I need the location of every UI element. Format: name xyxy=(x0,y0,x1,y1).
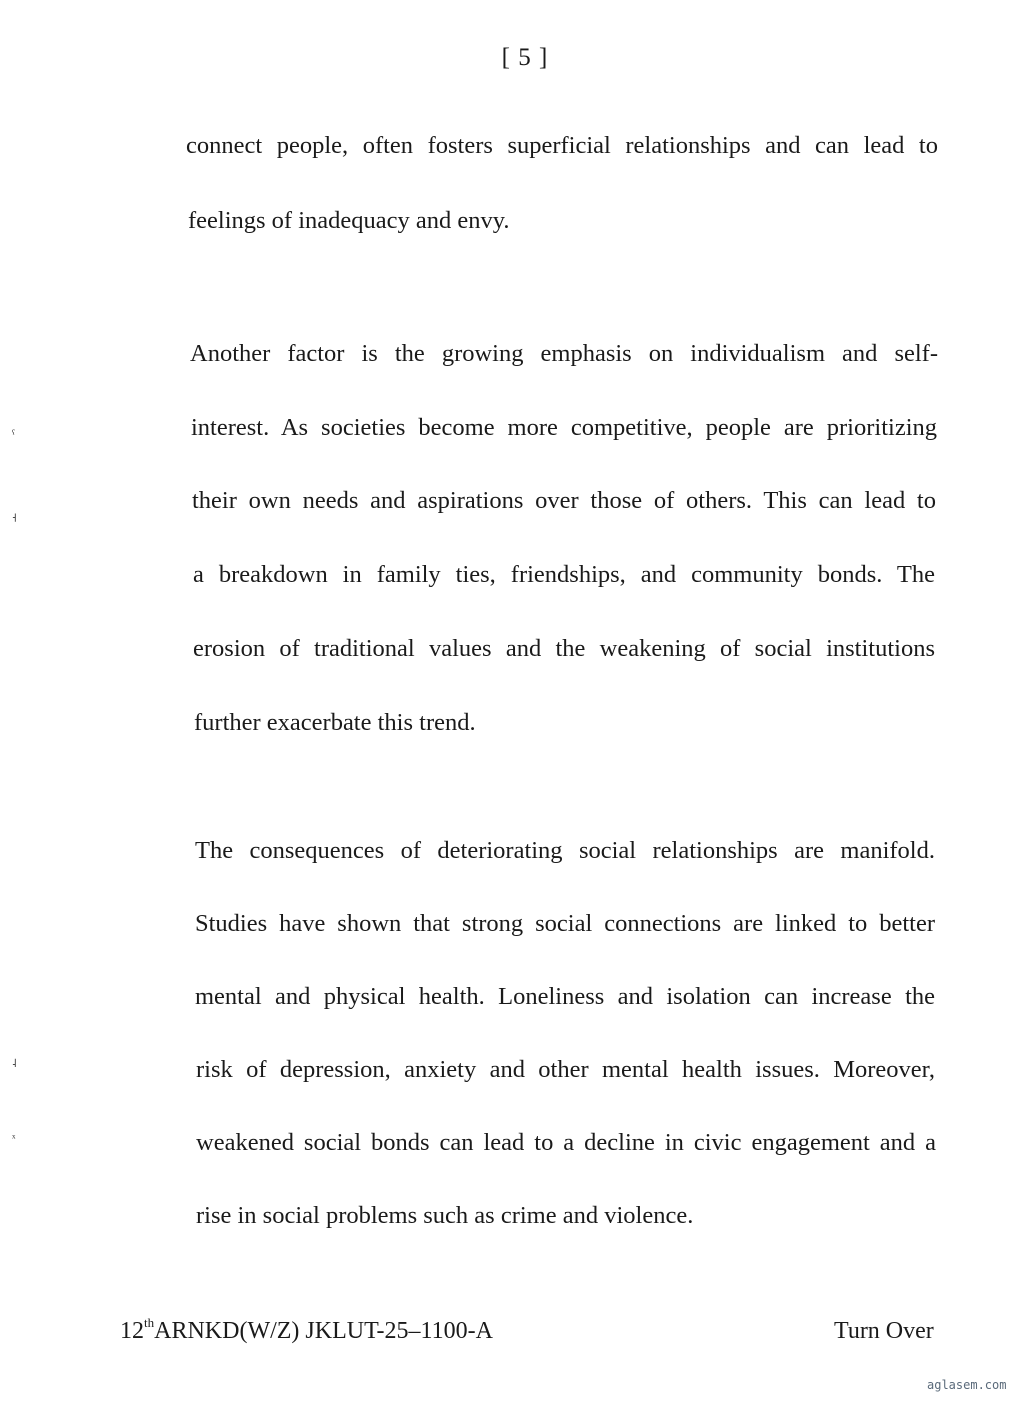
text-line: mental and physical health. Loneliness and isolation can increase the xyxy=(195,983,935,1010)
watermark: aglasem.com xyxy=(927,1378,1007,1392)
text-line: their own needs and aspirations over those of others. This can lead to xyxy=(192,487,936,514)
text-line: interest. As societies become more competitive, people are prioritizing xyxy=(191,414,937,441)
scan-speck: ˤ xyxy=(12,427,15,441)
code-rest: ARNKD(W/Z) JKLUT-25–1100-A xyxy=(154,1318,493,1344)
text-line: risk of depression, anxiety and other mental health issues. Moreover, xyxy=(196,1056,935,1083)
text-line: connect people, often fosters superficial relationships and can lead to xyxy=(186,132,938,159)
text-line: further exacerbate this trend. xyxy=(194,709,476,736)
text-line: Another factor is the growing emphasis on individualism and self- xyxy=(190,340,938,367)
footer-turn-over: Turn Over xyxy=(834,1318,934,1344)
text-line: erosion of traditional values and the weakening of social institutions xyxy=(193,635,935,662)
code-prefix: 12 xyxy=(120,1318,144,1344)
text-line: rise in social problems such as crime and violence. xyxy=(196,1202,694,1229)
footer-paper-code xyxy=(120,1317,493,1345)
code-superscript: th xyxy=(144,1315,155,1330)
text-line: The consequences of deteriorating social relationships are manifold. xyxy=(195,837,935,864)
text-line: Studies have shown that strong social connections are linked to better xyxy=(195,910,935,937)
scan-speck: ˧ xyxy=(12,511,17,525)
text-line: a breakdown in family ties, friendships, and community bonds. The xyxy=(193,561,935,588)
scan-speck: ˨ xyxy=(12,1056,17,1070)
page-number: [ 5 ] xyxy=(501,44,549,71)
text-line: weakened social bonds can lead to a decline in civic engagement and a xyxy=(196,1129,936,1156)
text-line: feelings of inadequacy and envy. xyxy=(188,207,510,234)
scan-speck: ˣ xyxy=(12,1131,16,1145)
